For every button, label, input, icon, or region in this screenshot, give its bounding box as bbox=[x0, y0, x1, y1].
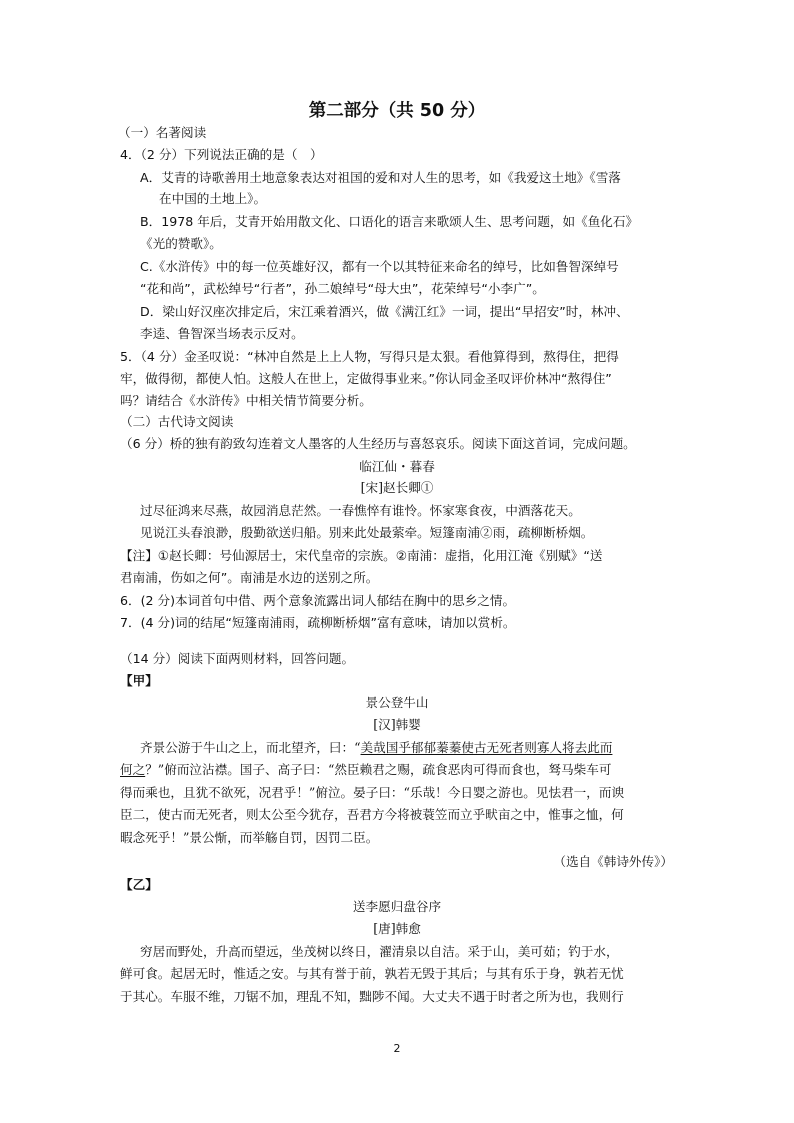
option-b-line1: B．1978 年后，艾青开始用散文化、口语化的语言来歌颂人生、思考问题，如《鱼化石》 bbox=[140, 214, 639, 229]
jia-line-2 bbox=[120, 761, 611, 779]
jia-underlined-sentence-part2: 何之 bbox=[120, 762, 146, 777]
question-5-line2: 牢，做得彻，都使人怕。这般人在世上，定做得事业来。”你认同金圣叹评价林冲“熬得住” bbox=[120, 371, 612, 386]
jia-line-4: 臣二，使古而无死者，则太公至今犹存，吾君方今将被蓑笠而立乎畎亩之中，惟事之恤，何 bbox=[120, 807, 624, 822]
option-d-line1: D．梁山好汉座次排定后，宋江乘着酒兴，做《满江红》一词，提出“早招安”时，林冲、 bbox=[140, 304, 629, 319]
option-b-line2: 《光的赞歌》。 bbox=[140, 236, 222, 251]
jia-line-3: 得而乘也，且犹不欲死，况君乎！”俯泣。晏子曰：“乐哉！今日婴之游也。见怯君一，而谀 bbox=[120, 785, 625, 800]
yi-line-3: 于其心。车服不维，刀锯不加，理乱不知，黜陟不闻。大丈夫不遇于时者之所为也，我则行 bbox=[120, 989, 624, 1004]
section-heading-classics: （一）名著阅读 bbox=[118, 125, 207, 140]
option-a-line1: A．艾青的诗歌善用土地意象表达对祖国的爱和对人生的思考，如《我爱这土地》《雪落 bbox=[140, 170, 621, 185]
poetry-intro: （6 分）桥的独有韵致勾连着文人墨客的人生经历与喜怒哀乐。阅读下面这首词，完成问题。 bbox=[120, 436, 636, 451]
yi-line-2: 鲜可食。起居无时，惟适之安。与其有誉于前，孰若无毁于其后；与其有乐于身，孰若无忧 bbox=[120, 966, 624, 981]
question-6: 6．(2 分)本词首句中借、两个意象流露出词人郁结在胸中的思乡之情。 bbox=[120, 593, 516, 608]
question-7: 7．(4 分)词的结尾“短篷南浦雨，疏柳断桥烟”富有意味，请加以赏析。 bbox=[120, 615, 516, 630]
page-number: 2 bbox=[393, 1042, 401, 1055]
question-5-line3: 吗？请结合《水浒传》中相关情节简要分析。 bbox=[120, 393, 372, 408]
classical-reading-intro: （14 分）阅读下面两则材料，回答问题。 bbox=[120, 651, 355, 666]
jia-line-5: 暇念死乎！”景公惭，而举觞自罚，因罚二臣。 bbox=[120, 830, 379, 845]
material-jia-author: [汉]韩婴 bbox=[373, 717, 421, 732]
option-d-line2: 李逵、鲁智深当场表示反对。 bbox=[140, 326, 304, 341]
question-4-stem: 4．（2 分）下列说法正确的是（ ） bbox=[120, 147, 323, 162]
option-c-line1: C.《水浒传》中的每一位英雄好汉，都有一个以其特征来命名的绰号，比如鲁智深绰号 bbox=[140, 259, 619, 274]
material-yi-label: 【乙】 bbox=[120, 877, 158, 892]
material-jia-title: 景公登牛山 bbox=[365, 695, 429, 710]
jia-line-1-text: 齐景公游于牛山之上，而北望齐，曰：“ bbox=[140, 740, 361, 755]
jia-line-2-text: ？”俯而泣沾襟。国子、高子曰：“然臣赖君之赐，疏食恶肉可得而食也，驽马柴车可 bbox=[145, 762, 612, 777]
option-c-line2: “花和尚”，武松绰号“行者”，孙二娘绰号“母大虫”，花荣绰号“小李广”。 bbox=[140, 281, 545, 296]
material-yi-title: 送李愿归盘谷序 bbox=[352, 899, 442, 914]
page-title: 第二部分（共 50 分） bbox=[308, 101, 486, 121]
jia-line-1 bbox=[140, 739, 612, 757]
poem-note-line1: 【注】①赵长卿：号仙源居士，宋代皇帝的宗族。②南浦：虚指，化用江淹《别赋》“送 bbox=[120, 548, 603, 563]
material-yi-author: [唐]韩愈 bbox=[373, 921, 421, 936]
poem-title: 临江仙・暮春 bbox=[359, 459, 435, 474]
material-jia-label: 【甲】 bbox=[120, 673, 158, 688]
jia-source: （选自《韩诗外传》） bbox=[553, 854, 673, 869]
option-a-line2: 在中国的土地上》。 bbox=[159, 191, 267, 206]
poem-line-1: 过尽征鸿来尽燕，故园消息茫然。一春憔悴有谁怜。怀家寒食夜，中酒落花天。 bbox=[140, 503, 581, 518]
yi-line-1: 穷居而野处，升高而望远，坐茂树以终日，濯清泉以自洁。采于山，美可茹；钓于水， bbox=[140, 944, 619, 959]
poem-note-line2: 君南浦，伤如之何”。南浦是水边的送别之所。 bbox=[120, 570, 379, 585]
jia-underlined-sentence-part1: 美哉国乎郁郁蓁蓁使古无死者则寡人将去此而 bbox=[360, 740, 613, 755]
poem-line-2: 见说江头春浪渺，殷勤欲送归船。别来此处最萦牵。短篷南浦②雨，疏柳断桥烟。 bbox=[140, 525, 594, 540]
poem-author: [宋]赵长卿① bbox=[360, 480, 434, 495]
section-heading-poetry: （二）古代诗文阅读 bbox=[120, 414, 234, 429]
question-5-line1: 5．（4 分）金圣叹说：“林冲自然是上上人物，写得只是太狠。看他算得到，熬得住，把得 bbox=[120, 349, 619, 364]
